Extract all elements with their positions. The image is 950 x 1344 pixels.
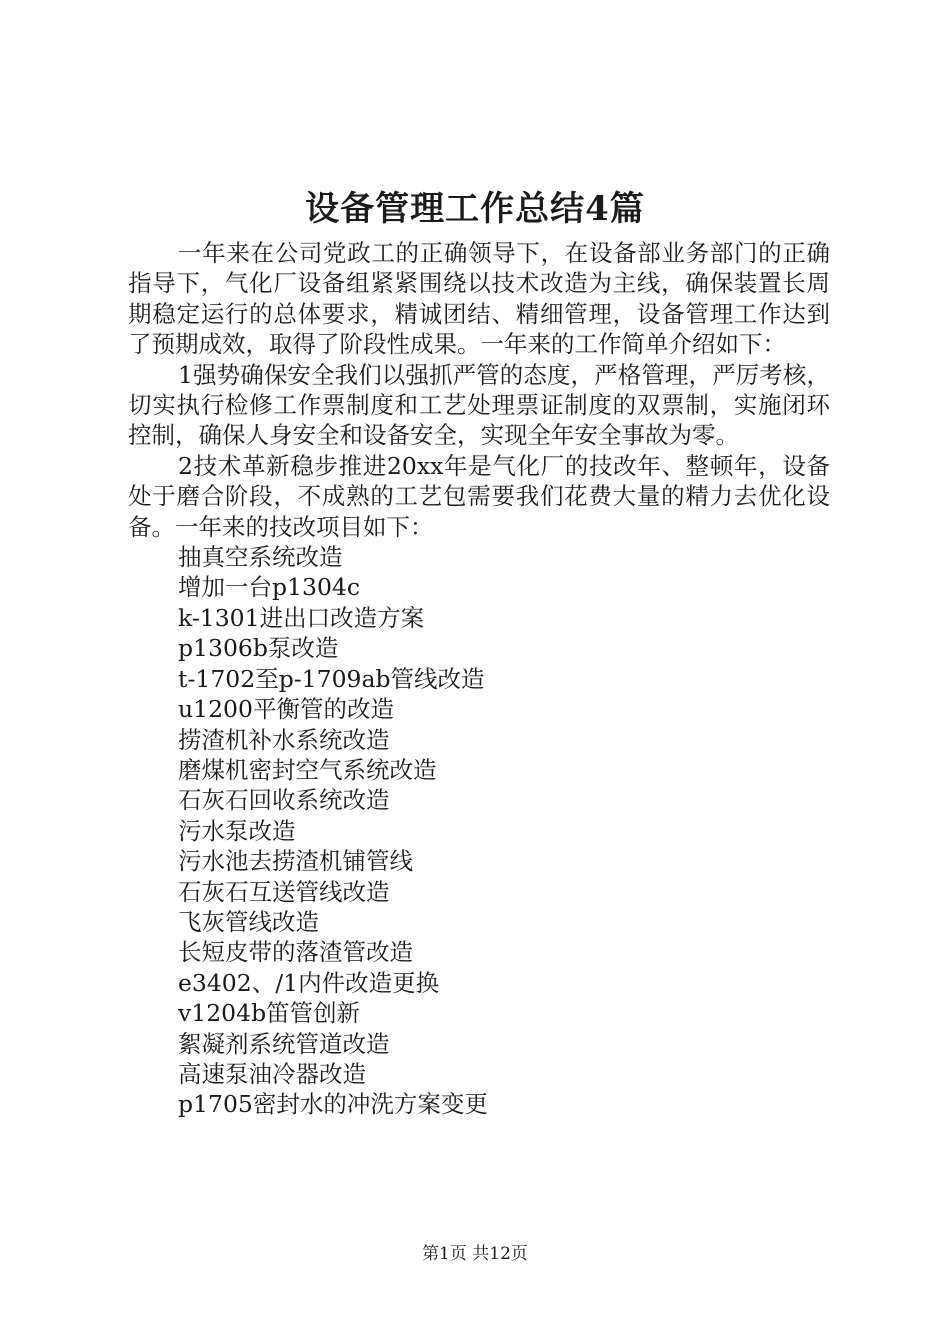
list-item: p1705密封水的冲洗方案变更 <box>178 1090 488 1119</box>
paragraph-intro: 一年来在公司党政工的正确领导下，在设备部业务部门的正确指导下，气化厂设备组紧紧围绕以技术改造为主线，确保装置长周期稳定运行的总体要求，精诚团结、精细管理，设备管理工作达到了预期成效，取得了阶段性成果。一年来的工作简单介绍如下： <box>128 239 830 359</box>
list-item: 污水泵改造 <box>178 816 296 845</box>
list-item: 抽真空系统改造 <box>178 543 343 572</box>
project-list <box>128 542 830 1120</box>
paragraph-safety: 1强势确保安全我们以强抓严管的态度，严格管理，严厉考核，切实执行检修工作票制度和工艺处理票证制度的双票制，实施闭环控制，确保人身安全和设备安全，实现全年安全事故为零。 <box>128 360 830 450</box>
list-item: 高速泵油冷器改造 <box>178 1059 366 1088</box>
list-item: 磨煤机密封空气系统改造 <box>178 755 437 784</box>
list-item: k-1301进出口改造方案 <box>178 603 425 632</box>
list-item: 污水池去捞渣机铺管线 <box>178 847 413 876</box>
list-item: 石灰石回收系统改造 <box>178 786 390 815</box>
list-item: 飞灰管线改造 <box>178 907 319 936</box>
document-title: 设备管理工作总结4篇 <box>305 189 645 229</box>
list-item: 长短皮带的落渣管改造 <box>178 938 413 967</box>
list-item: u1200平衡管的改造 <box>178 695 394 724</box>
list-item: 增加一台p1304c <box>178 573 361 602</box>
document-body <box>128 238 830 1120</box>
list-item: 捞渣机补水系统改造 <box>178 725 390 754</box>
page-footer: 第1页 共12页 <box>422 1244 528 1264</box>
paragraph-innovation: 2技术革新稳步推进20xx年是气化厂的技改年、整顿年，设备处于磨合阶段，不成熟的工艺包需要我们花费大量的精力去优化设备。一年来的技改项目如下： <box>128 451 830 541</box>
list-item: t-1702至p-1709ab管线改造 <box>178 664 485 693</box>
list-item: v1204b笛管创新 <box>178 999 361 1028</box>
list-item: 石灰石互送管线改造 <box>178 877 390 906</box>
list-item: 絮凝剂系统管道改造 <box>178 1029 390 1058</box>
list-item: p1306b泵改造 <box>178 634 339 663</box>
list-item: e3402、/1内件改造更换 <box>178 968 440 997</box>
